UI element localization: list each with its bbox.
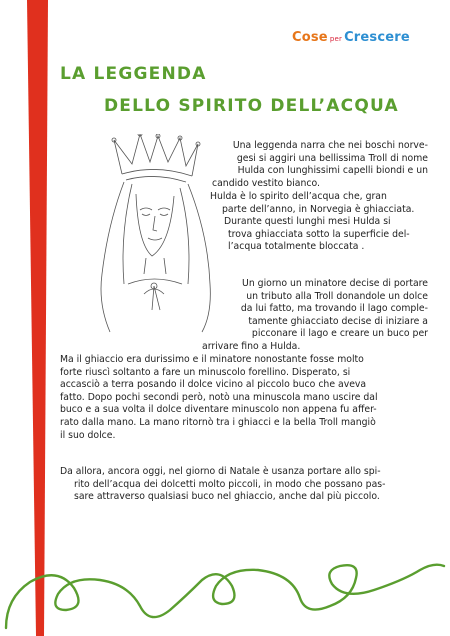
paragraph-3: Un giorno un minatore decise di portare un tributo alla Troll donandole un dolce da lui fatto, ma trovando il lago comple- tamente ghiacciato decise di iniziare a picconare il lago e creare un buco per arrivare fino a Hulda. [202, 278, 428, 352]
paragraph-4: Ma il ghiaccio era durissimo e il minatore nonostante fosse molto forte riuscì soltanto a fare un minuscolo forellino. Disperato, si accasciò a terra posando il dolce vicino al piccolo buco che aveva fatto. Dopo pochi secondi però, notò una minuscola mano uscire dal buco e a sua volta il dolce diventare minuscolo non appena fu affer- rato dalla mano. La mano ritornò tra i ghiacci e la bella Troll mangiò il suo dolce. [60, 354, 378, 441]
paragraph-5: Da allora, ancora oggi, nel giorno di Natale è usanza portare allo spi- rito dell’acqua dei dolcetti molto piccoli, in modo che possano pas- sare attraverso qualsiasi buco nel ghiaccio, anche dal più piccolo. [60, 466, 386, 503]
paragraph-2: Hulda è lo spirito dell’acqua che, gran parte dell’anno, in Norvegia è ghiacciata. Durante questi lunghi mesi Hulda si trova ghiacciata sotto la superficie del- l’acqua totalmente bloccata . [210, 191, 415, 253]
title-line-1: LA LEGGENDA [60, 64, 207, 84]
title-line-2: DELLO SPIRITO DELL’ACQUA [104, 96, 399, 116]
site-logo: Cose per Crescere [292, 30, 410, 45]
paragraph-1: Una leggenda narra che nei boschi norve- gesi si aggiri una bellissima Troll di nome Hulda con lunghissimi capelli biondi e un candido vestito bianco. [212, 140, 428, 189]
green-swirl-decoration [0, 540, 450, 636]
